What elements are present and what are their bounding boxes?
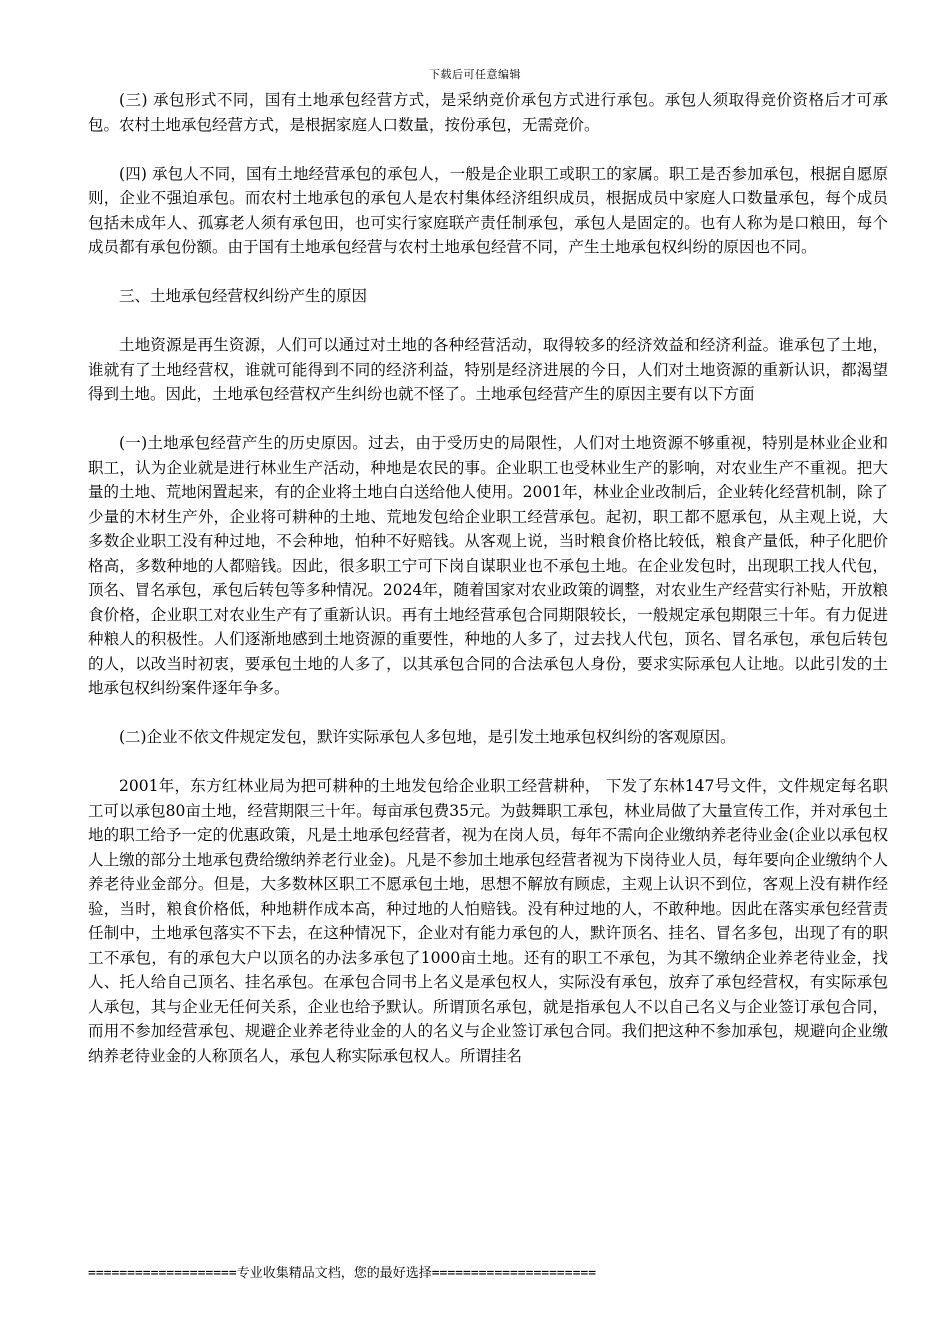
paragraph-objective-cause: (二)企业不依文件规定发包，默许实际承包人多包地，是引发土地承包权纠纷的客观原因。 xyxy=(119,728,736,746)
section-heading-causes: 三、土地承包经营权纠纷产生的原因 xyxy=(119,287,368,305)
paragraph-historical-cause: (一)土地承包经营产生的历史原因。过去，由于受历史的局限性，人们对土地资源不够重视，特别是林业企业和职工，认为企业就是进行林业生产活动，种地是农民的事。企业职工也受林业生产的影响，对农业生产不重视。把大量的土地、荒地闲置起来，有的企业将土地白白送给他人使用。2001年，林业企业改制后，企业转化经营机制，除了少量的木材生产外，企业将可耕种的土地、荒地发包给企业职工经营承包。起初，职工都不愿承包，从主观上说，大多数企业职工没有种过地，不会种地，怕种不好赔钱。从客观上说，当时粮食价格比较低，粮食产量低，种子化肥价格高，多数种地的人都赔钱。因此，很多职工宁可下岗自谋职业也不承包土地。在企业发包时，出现职工找人代包，顶名、冒名承包，承包后转包等多种情况。2024年，随着国家对农业政策的调整，对农业生产经营实行补贴，开放粮食价格，企业职工对农业生产有了重新认识。再有土地经营承包合同期限较长，一般规定承包期限三十年。有力促进种粮人的积极性。人们逐渐地感到土地资源的重要性，种地的人多了，过去找人代包，顶名、冒名承包，承包后转包的人，以改当时初衷，要承包土地的人多了，以其承包合同的合法承包人身份，要求实际承包人让地。以此引发的土地承包权纠纷案件逐年争多。 xyxy=(88,434,888,697)
paragraph-contract-form: (三) 承包形式不同，国有土地承包经营方式，是采纳竞价承包方式进行承包。承包人须取得竞价资格后才可承包。农村土地承包经营方式，是根据家庭人口数量，按份承包，无需竞价。 xyxy=(88,91,888,134)
paragraph-contractor: (四) 承包人不同，国有土地经营承包的承包人，一般是企业职工或职工的家属。职工是否参加承包，根据自愿原则，企业不强迫承包。而农村土地承包的承包人是农村集体经济组织成员，根据成员中家庭人口数量承包，每个成员包括未成年人、孤寡老人须有承包田，也可实行家庭联产责任制承包，承包人是固定的。也有人称为是口粮田，每个成员都有承包份额。由于国有土地承包经营与农村土地承包经营不同，产生土地承包权纠纷的原因也不同。 xyxy=(88,164,888,256)
page-header: 下载后可任意编辑 xyxy=(429,68,521,81)
page-footer: ===================专业收集精品文档，您的最好选择===================== xyxy=(88,1266,597,1281)
paragraph-land-resource: 土地资源是再生资源，人们可以通过对土地的各种经营活动，取得较多的经济效益和经济利益。谁承包了土地，谁就有了土地经营权，谁就可能得到不同的经济利益，特别是经济进展的今日，人们对土地资源的重新认识，都渴望得到土地。因此，土地承包经营权产生纠纷也就不怪了。土地承包经营产生的原因主要有以下方面 xyxy=(88,336,888,403)
paragraph-2001-case: 2001年，东方红林业局为把可耕种的土地发包给企业职工经营耕种， 下发了东林147号文件，文件规定每名职工可以承包80亩土地，经营期限三十年。每亩承包费35元。为鼓舞职工承包，林业局做了大量宣传工作，并对承包土地的职工给予一定的优惠政策，凡是土地承包经营者，视为在岗人员，每年不需向企业缴纳养老待业金(企业以承包权人上缴的部分土地承包费给缴纳养老行业金)。凡是不参加土地承包经营者视为下岗待业人员，每年要向企业缴纳个人养老待业金部分。但是，大多数林区职工不愿承包土地，思想不解放有顾虑，主观上认识不到位，客观上没有耕作经验，当时，粮食价格低，种地耕作成本高，种过地的人怕赔钱。没有种过地的人，不敢种地。因此在落实承包经营责任制中，土地承包落实不下去，在这种情况下，企业对有能力承包的人，默许顶名、挂名、冒名多包，出现了有的职工不承包，有的承包大户以顶名的办法多承包了1000亩土地。还有的职工不承包，为其不缴纳企业养老待业金，找人、托人给自己顶名、挂名承包。在承包合同书上名义是承包权人，实际没有承包，放弃了承包经营权，有实际承包人承包，其与企业无任何关系，企业也给予默认。所谓顶名承包，就是指承包人不以自己名义与企业签订承包合同，而用不参加经营承包、规避企业养老待业金的人的名义与企业签订承包合同。我们把这种不参加承包，规避向企业缴纳养老待业金的人称顶名人，承包人称实际承包权人。所谓挂名 xyxy=(88,777,888,1065)
document-body xyxy=(88,88,888,1093)
